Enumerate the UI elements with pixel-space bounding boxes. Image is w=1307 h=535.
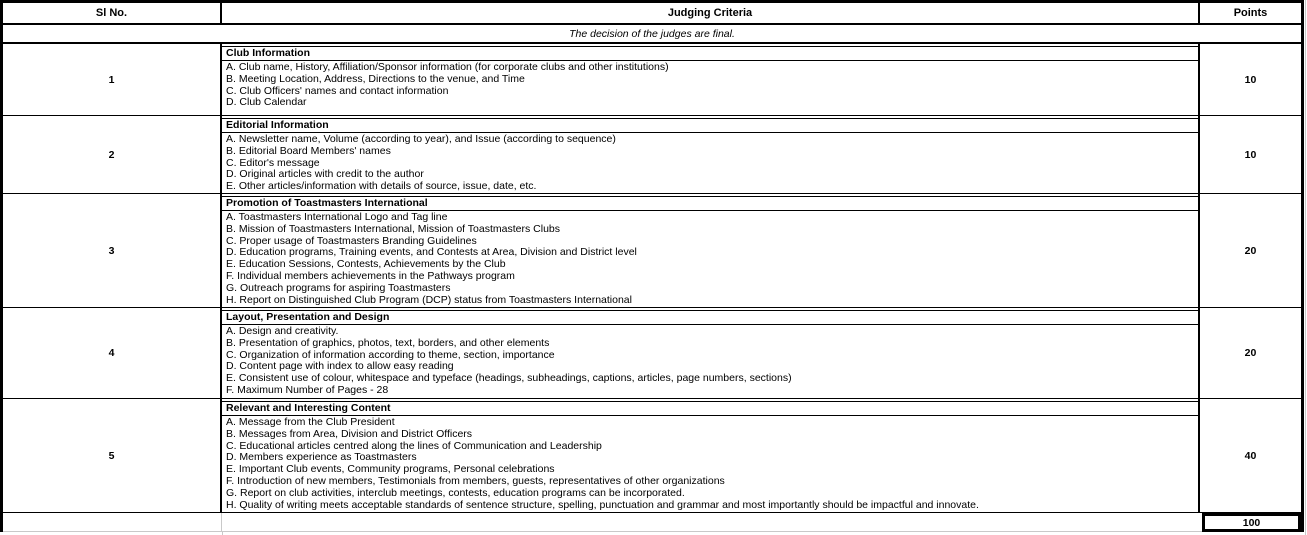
points-value: 10 xyxy=(1244,73,1257,86)
points-value: 40 xyxy=(1244,449,1257,462)
criteria-item: D. Members experience as Toastmasters xyxy=(226,452,417,464)
section-row xyxy=(3,399,1301,513)
criteria-items xyxy=(222,416,1198,511)
points-cell xyxy=(1200,194,1301,307)
points-cell xyxy=(1200,399,1301,512)
header-cell-points: Points xyxy=(1233,7,1268,19)
criteria-item: C. Club Officers' names and contact information xyxy=(226,85,449,97)
criteria-item: D. Club Calendar xyxy=(226,97,307,109)
criteria-title: Club Information xyxy=(222,46,1198,61)
total-points-cell: 100 xyxy=(1202,513,1301,532)
points-value: 20 xyxy=(1244,244,1257,257)
note-row xyxy=(3,25,1301,44)
criteria-item: E. Important Club events, Community programs, Personal celebrations xyxy=(226,464,555,476)
criteria-title: Promotion of Toastmasters International xyxy=(222,196,1198,211)
criteria-item: F. Introduction of new members, Testimonials from members, guests, representatives of other organizations xyxy=(226,475,725,487)
criteria-item: F. Maximum Number of Pages - 28 xyxy=(226,384,389,396)
sl-cell xyxy=(3,399,222,512)
total-row-sl-cell xyxy=(3,513,222,532)
criteria-item: A. Design and creativity. xyxy=(226,326,339,337)
criteria-item: E. Other articles/information with details of source, issue, date, etc. xyxy=(226,181,537,193)
criteria-items xyxy=(222,325,1198,397)
criteria-item: B. Editorial Board Members' names xyxy=(226,145,391,157)
points-cell xyxy=(1200,116,1301,193)
sl-cell xyxy=(3,116,222,193)
section-row xyxy=(3,116,1301,194)
total-row xyxy=(3,513,1301,532)
criteria-item: C. Proper usage of Toastmasters Branding Guidelines xyxy=(226,235,477,247)
criteria-cell xyxy=(222,308,1200,398)
criteria-item: C. Educational articles centred along the lines of Communication and Leadership xyxy=(226,440,602,452)
sl-cell xyxy=(3,308,222,398)
section-row xyxy=(3,308,1301,399)
criteria-item: A. Newsletter name, Volume (according to year), and Issue (according to sequence) xyxy=(226,134,616,145)
criteria-item: B. Messages from Area, Division and District Officers xyxy=(226,428,473,440)
criteria-cell xyxy=(222,116,1200,193)
criteria-item: G. Report on club activities, interclub meetings, contests, education programs can be incorporated. xyxy=(226,487,685,499)
criteria-title: Layout, Presentation and Design xyxy=(222,310,1198,325)
criteria-item: D. Original articles with credit to the author xyxy=(226,169,424,181)
criteria-item: A. Toastmasters International Logo and Tag line xyxy=(226,212,448,223)
points-cell xyxy=(1200,308,1301,398)
criteria-cell xyxy=(222,44,1200,115)
criteria-cell xyxy=(222,194,1200,307)
gridline xyxy=(222,531,223,535)
judges-note: The decision of the judges are final. xyxy=(569,27,735,40)
sections-host xyxy=(3,44,1301,513)
criteria-item: A. Message from the Club President xyxy=(226,417,395,428)
section-row xyxy=(3,44,1301,116)
header-cell-judging-criteria: Judging Criteria xyxy=(222,3,1200,23)
criteria-item: E. Consistent use of colour, whitespace and typeface (headings, subheadings, captions, articles, page numbers, sections) xyxy=(226,373,792,385)
gridline xyxy=(1305,0,1306,535)
criteria-item: H. Quality of writing meets acceptable standards of sentence structure, spelling, punctuation and grammar and most importantly should be impactful and innovate. xyxy=(226,499,979,511)
section-row xyxy=(3,194,1301,308)
criteria-items xyxy=(222,211,1198,306)
sl-number: 4 xyxy=(108,347,115,359)
sl-number: 3 xyxy=(108,244,115,257)
criteria-item: F. Individual members achievements in the Pathways program xyxy=(226,270,515,282)
points-value: 20 xyxy=(1244,347,1257,359)
criteria-item: H. Report on Distinguished Club Program (DCP) status from Toastmasters International xyxy=(226,294,632,306)
criteria-item: D. Education programs, Training events, and Contests at Area, Division and District level xyxy=(226,247,637,259)
sl-number: 2 xyxy=(108,148,115,161)
criteria-items xyxy=(222,133,1198,193)
sl-number: 1 xyxy=(108,73,115,86)
criteria-items xyxy=(222,61,1198,109)
sl-number: 5 xyxy=(108,449,115,462)
criteria-item: C. Editor's message xyxy=(226,157,320,169)
header-cell-sl-no: Sl No. xyxy=(3,3,222,23)
points-value: 10 xyxy=(1244,148,1257,161)
criteria-item: A. Club name, History, Affiliation/Sponsor information (for corporate clubs and other institutions) xyxy=(226,62,669,73)
criteria-item: B. Meeting Location, Address, Directions to the venue, and Time xyxy=(226,73,525,85)
criteria-item: E. Education Sessions, Contests, Achievements by the Club xyxy=(226,259,506,271)
criteria-cell xyxy=(222,399,1200,512)
criteria-item: B. Presentation of graphics, photos, text, borders, and other elements xyxy=(226,337,550,349)
criteria-item: D. Content page with index to allow easy reading xyxy=(226,361,454,373)
criteria-title: Relevant and Interesting Content xyxy=(222,401,1198,416)
criteria-item: B. Mission of Toastmasters International, Mission of Toastmasters Clubs xyxy=(226,223,561,235)
criteria-item: C. Organization of information according to theme, section, importance xyxy=(226,349,555,361)
total-row-criteria-cell xyxy=(222,513,1202,532)
sl-cell xyxy=(3,44,222,115)
criteria-item: G. Outreach programs for aspiring Toastmasters xyxy=(226,282,451,294)
header-row xyxy=(3,3,1301,25)
sl-cell xyxy=(3,194,222,307)
points-cell xyxy=(1200,44,1301,115)
criteria-title: Editorial Information xyxy=(222,118,1198,133)
